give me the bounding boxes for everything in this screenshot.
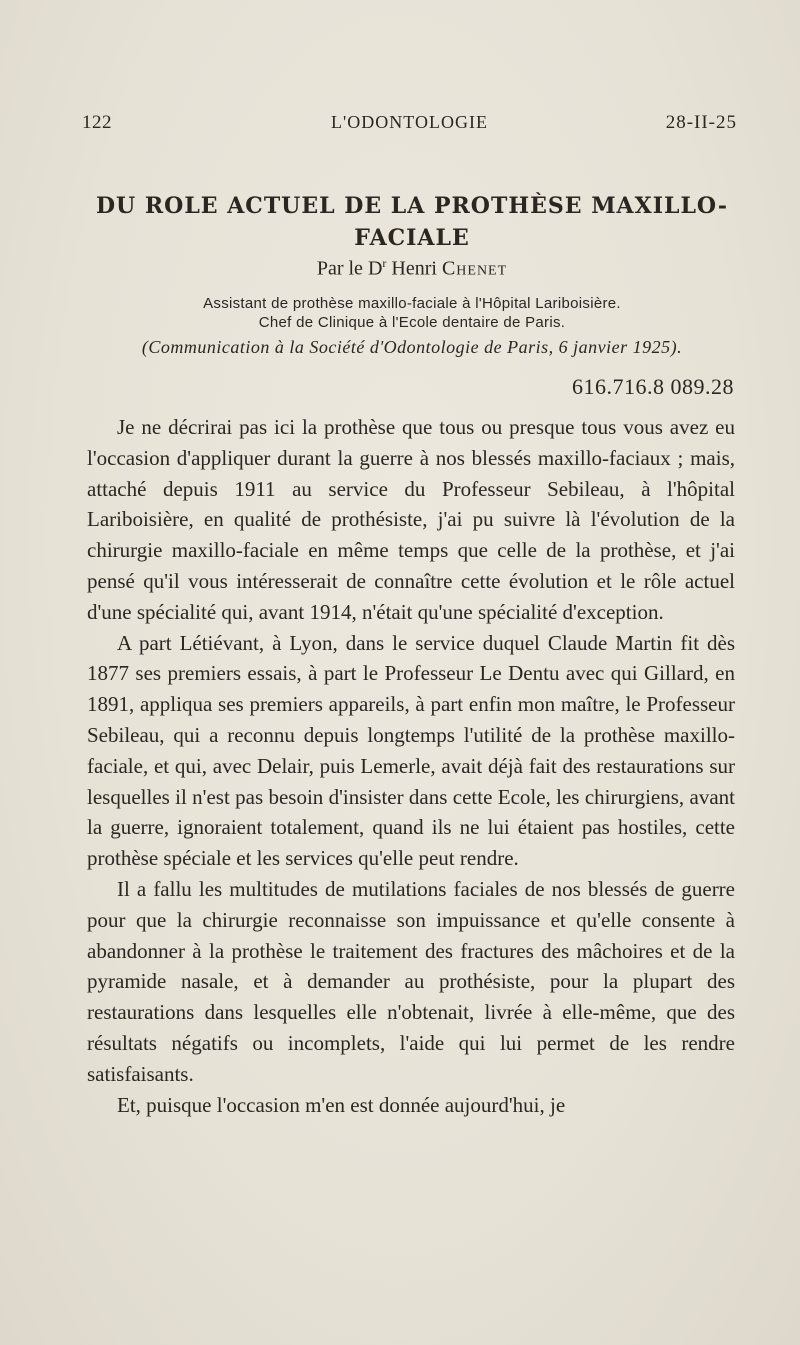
paragraph-3: Il a fallu les multitudes de mutilations faciales de nos blessés de guerre pour que la chirurgie reconnaisse son impuissance et qu'elle consente à abandonner à la prothèse le traitement des fractures des mâchoires et de la pyramide nasale, et à demander au prothésiste, pour la plupart des restaurations dans lesquelles elle n'obtenait, livrée à elle-même, que des résultats négatifs ou incomplets, l'aide qui lui permet de les rendre satisfaisants. [87, 876, 735, 1086]
affiliation-line-2: Chef de Clinique à l'Ecole dentaire de Paris. [258, 314, 566, 331]
byline-prefix: Par le D [316, 257, 383, 280]
communication-note: (Communication à la Société d'Odontologie de Paris, 6 janvier 1925). [141, 337, 683, 357]
byline [82, 256, 742, 281]
author-last-name: Chenet [441, 257, 508, 280]
paragraph-4: Et, puisque l'occasion m'en est donnée aujourd'hui, je [117, 1092, 566, 1117]
issue-date: 28-II-25 [665, 112, 737, 133]
article-body [87, 412, 735, 1120]
author-first-name: Henri [391, 257, 437, 280]
classification-number: 616.716.8 089.28 [572, 374, 734, 399]
article-title: DU ROLE ACTUEL DE LA PROTHÈSE MAXILLO-FACIALE [95, 193, 729, 251]
paragraph-2: A part Létiévant, à Lyon, dans le service duquel Claude Martin fit dès 1877 ses premiers essais, à part le Professeur Le Dentu avec qui Gillard, en 1891, appliqua ses premiers appareils, à part enfin mon maître, le Professeur Sebileau, qui a reconnu depuis longtemps l'utilité de la prothèse maxillo-faciale, et qui, avec Delair, puis Lemerle, avait déjà fait des restaurations sur lesquelles il n'est pas besoin d'insister dans cette Ecole, les chirurgiens, avant la guerre, ignoraient totalement, quand ils ne lui étaient pas hostiles, cette prothèse spéciale et les services qu'elle peut rendre. [87, 630, 735, 871]
running-head [82, 112, 737, 144]
page-number: 122 [82, 112, 112, 133]
paragraph-1: Je ne décrirai pas ici la prothèse que tous ou presque tous vous avez eu l'occasion d'appliquer durant la guerre à nos blessés maxillo-faciaux ; mais, attaché depuis 1911 au service du Professeur Sebileau, à l'hôpital Lariboisière, en qualité de prothésiste, j'ai pu suivre là l'évolution de la chirurgie maxillo-faciale en même temps que celle de la prothèse, et j'ai pensé qu'il vous intéresserait de connaître cette évolution et le rôle actuel d'une spécialité qui, avant 1914, n'était qu'une spécialité d'exception. [87, 415, 735, 624]
journal-title: L'ODONTOLOGIE [331, 112, 488, 132]
byline-sup: r [382, 256, 387, 270]
affiliation-line-1: Assistant de prothèse maxillo-faciale à l'Hôpital Lariboisière. [203, 295, 621, 312]
